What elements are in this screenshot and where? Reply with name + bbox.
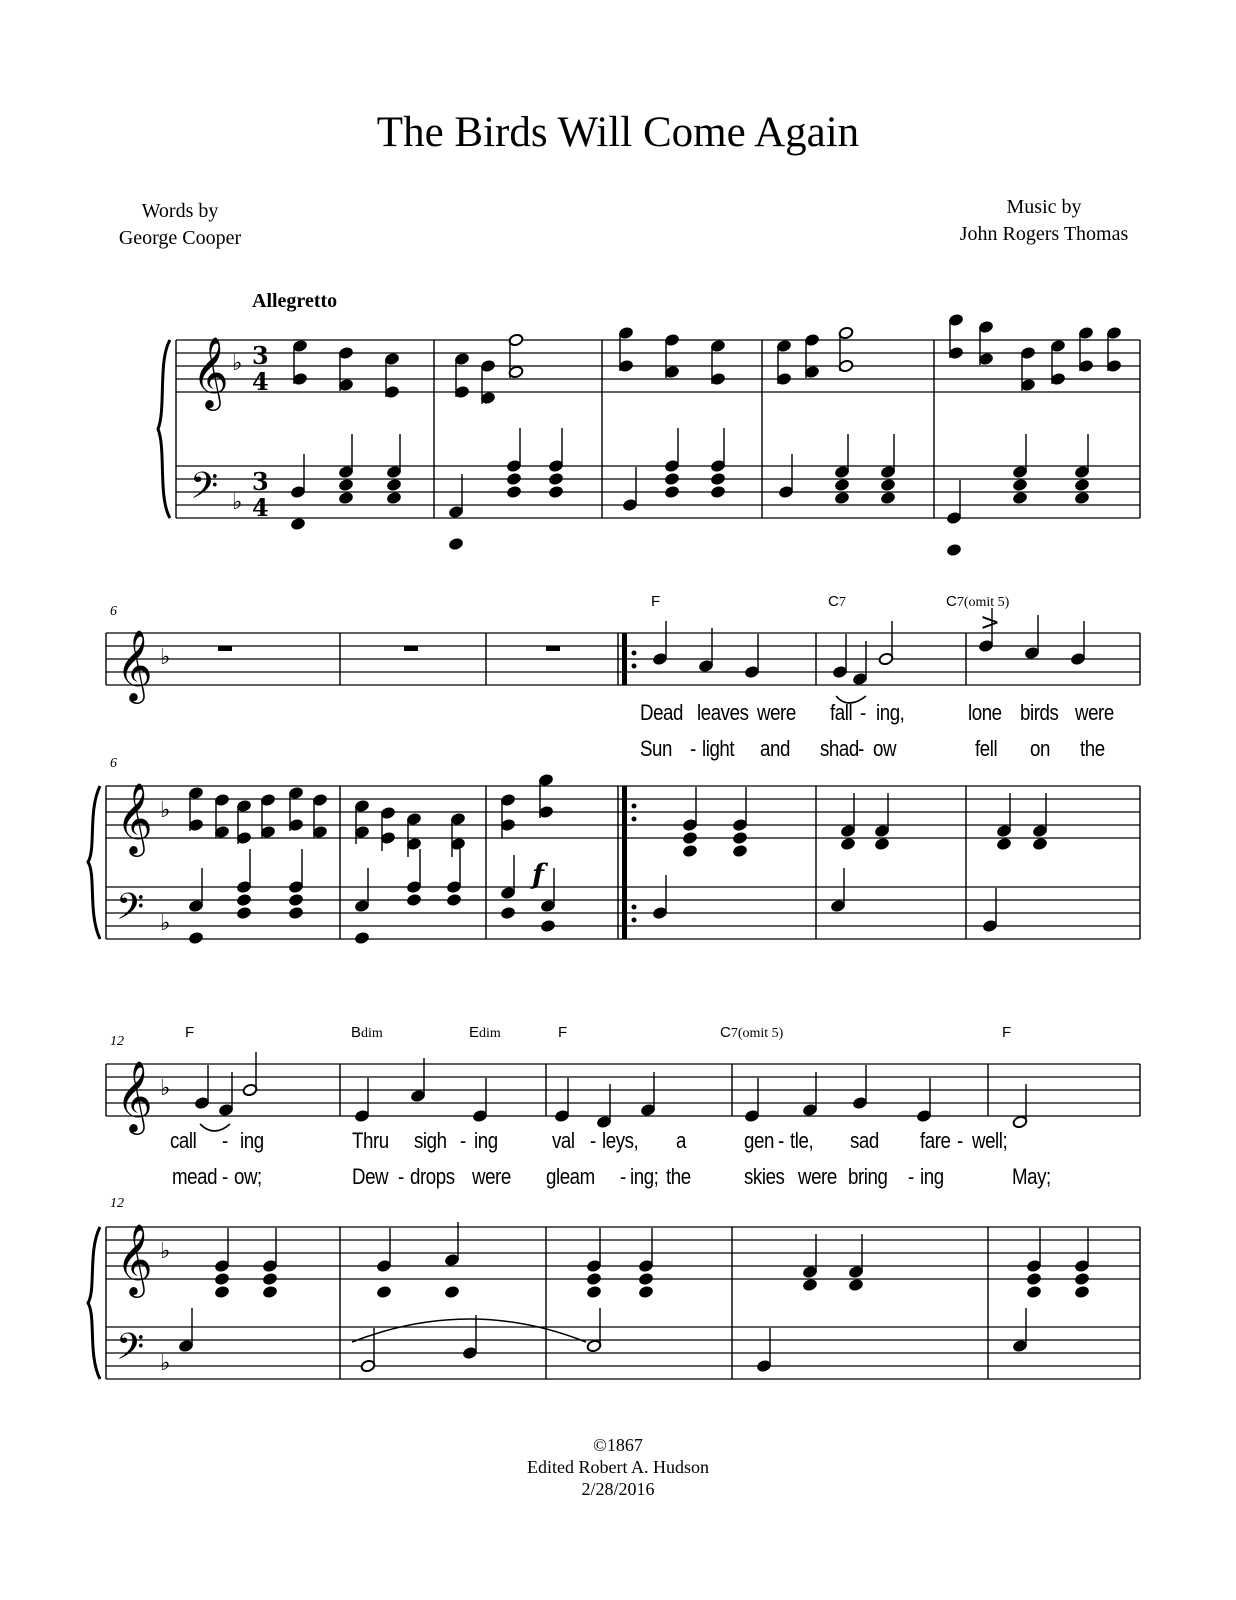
lyric-syllable: - bbox=[908, 1164, 914, 1189]
note-head bbox=[262, 1272, 277, 1285]
note-head bbox=[1074, 1272, 1089, 1285]
treble-clef-icon: 𝄞 bbox=[116, 628, 153, 701]
key-flat-icon: ♭ bbox=[160, 645, 171, 670]
note-head bbox=[540, 919, 555, 932]
system-1-staves bbox=[176, 340, 1140, 518]
note-head bbox=[732, 831, 747, 844]
copyright-year: ©1867 bbox=[593, 1435, 643, 1455]
lyric-syllable: gleam bbox=[546, 1164, 595, 1189]
note-head bbox=[1012, 491, 1027, 504]
chord-symbol: C7(omit 5) bbox=[720, 1024, 784, 1041]
note-head bbox=[638, 1285, 653, 1298]
note-head bbox=[236, 893, 251, 906]
composer-label: Music by bbox=[1006, 196, 1082, 218]
note-head bbox=[710, 472, 725, 485]
note-head bbox=[290, 517, 305, 530]
note-head bbox=[506, 472, 521, 485]
note-head bbox=[214, 1272, 229, 1285]
treble-clef-icon: 𝄞 bbox=[116, 1059, 153, 1132]
note-head bbox=[1074, 1285, 1089, 1298]
system-1-barlines bbox=[176, 340, 1140, 518]
chord-symbol: F bbox=[185, 1024, 195, 1041]
note-head bbox=[214, 1285, 229, 1298]
lyric-syllable: the bbox=[666, 1164, 691, 1189]
note-head bbox=[288, 906, 303, 919]
note-head bbox=[1032, 837, 1047, 850]
note-head bbox=[1026, 1285, 1041, 1298]
note-head bbox=[710, 485, 725, 498]
time-signature bbox=[252, 341, 269, 522]
lyric-syllable: sad bbox=[850, 1128, 879, 1153]
note-head bbox=[880, 491, 895, 504]
note-head bbox=[840, 837, 855, 850]
note-head bbox=[1074, 491, 1089, 504]
note-head bbox=[376, 1285, 391, 1298]
lyric-syllable: ing; bbox=[630, 1164, 659, 1189]
lyric-syllable: were bbox=[1075, 700, 1114, 725]
treble-clef-icon: 𝄞 bbox=[116, 781, 153, 854]
bass-clef-icon: 𝄢 bbox=[116, 1326, 145, 1377]
lyric-syllable: - bbox=[778, 1128, 784, 1153]
key-flat-icon: ♭ bbox=[160, 1239, 171, 1264]
measure-number: 6 bbox=[110, 756, 117, 771]
note-head bbox=[802, 1278, 817, 1291]
lyric-syllable: fall bbox=[830, 700, 853, 725]
measure-number: 12 bbox=[110, 1034, 124, 1049]
note-head bbox=[444, 1285, 459, 1298]
lyric-syllable: ing bbox=[474, 1128, 498, 1153]
system-2-brace bbox=[88, 786, 100, 939]
note-head bbox=[386, 491, 401, 504]
note-head bbox=[288, 893, 303, 906]
note-head bbox=[354, 931, 369, 944]
lyric-syllable: were bbox=[757, 700, 796, 725]
note-head bbox=[834, 491, 849, 504]
note-head bbox=[946, 543, 961, 556]
note-head bbox=[996, 837, 1011, 850]
lyric-syllable: - bbox=[860, 700, 866, 725]
lyric-syllable: Dew bbox=[352, 1164, 389, 1189]
lyric-syllable: a bbox=[676, 1128, 686, 1153]
svg-text:4: 4 bbox=[252, 367, 269, 396]
lyric-syllable: - bbox=[858, 736, 864, 761]
lyric-syllable: sigh bbox=[414, 1128, 447, 1153]
note-head bbox=[406, 893, 421, 906]
measure-number: 12 bbox=[110, 1196, 124, 1211]
svg-text:3: 3 bbox=[252, 341, 269, 370]
lyric-syllable: skies bbox=[744, 1164, 785, 1189]
bass-clef-icon: 𝄢 bbox=[190, 465, 219, 516]
key-flat-icon: ♭ bbox=[160, 1076, 171, 1101]
system-1-brace bbox=[158, 340, 170, 518]
note-head bbox=[500, 906, 515, 919]
lyric-syllable: gen bbox=[744, 1128, 774, 1153]
lyric-syllable: mead bbox=[172, 1164, 218, 1189]
note-head bbox=[586, 1272, 601, 1285]
note-head bbox=[338, 491, 353, 504]
lyric-syllable: shad bbox=[820, 736, 859, 761]
note-head bbox=[732, 844, 747, 857]
note-head bbox=[386, 478, 401, 491]
note-head bbox=[1012, 478, 1027, 491]
lyric-syllable: May; bbox=[1012, 1164, 1051, 1189]
note-head bbox=[880, 478, 895, 491]
lyric-syllable: fell bbox=[975, 736, 998, 761]
lyric-syllable: birds bbox=[1020, 700, 1059, 725]
edit-date: 2/28/2016 bbox=[581, 1479, 655, 1499]
lyric-syllable: ow; bbox=[234, 1164, 262, 1189]
treble-clef-icon: 𝄞 bbox=[116, 1222, 153, 1295]
tempo-marking: Allegretto bbox=[252, 290, 338, 312]
lyric-syllable: - bbox=[222, 1128, 228, 1153]
dynamic-forte: f bbox=[532, 858, 545, 891]
chord-symbol: C7 bbox=[828, 593, 846, 610]
note-head bbox=[446, 893, 461, 906]
note-head bbox=[638, 1272, 653, 1285]
note-head bbox=[188, 931, 203, 944]
note-head bbox=[874, 837, 889, 850]
lyric-syllable: were bbox=[798, 1164, 837, 1189]
note-head bbox=[834, 478, 849, 491]
note-head bbox=[1074, 478, 1089, 491]
chord-symbol: Edim bbox=[469, 1024, 501, 1041]
chord-symbol: F bbox=[558, 1024, 568, 1041]
note-head bbox=[262, 1285, 277, 1298]
chord-symbol: Bdim bbox=[351, 1024, 383, 1041]
lyric-syllable: the bbox=[1080, 736, 1105, 761]
lyric-syllable: bring bbox=[848, 1164, 888, 1189]
lyric-syllable: tle, bbox=[790, 1128, 814, 1153]
notes bbox=[178, 313, 1121, 1372]
system-3-barlines bbox=[106, 1064, 1140, 1379]
page-title: The Birds Will Come Again bbox=[376, 109, 860, 156]
key-flat-icon: ♭ bbox=[160, 1351, 171, 1376]
note-head bbox=[664, 472, 679, 485]
lyric-syllable: lone bbox=[968, 700, 1002, 725]
note-head bbox=[664, 485, 679, 498]
lyric-syllable: on bbox=[1030, 736, 1050, 761]
key-flat-icon: ♭ bbox=[160, 798, 171, 823]
lyric-syllable: ing bbox=[920, 1164, 944, 1189]
system-3-brace bbox=[88, 1227, 100, 1379]
accent-mark: > bbox=[980, 608, 1001, 636]
chord-symbol: F bbox=[1002, 1024, 1012, 1041]
note-head bbox=[682, 844, 697, 857]
lyric-syllable: leys, bbox=[602, 1128, 639, 1153]
lyric-syllable: ow bbox=[873, 736, 897, 761]
note-head bbox=[586, 1285, 601, 1298]
lyric-syllable: were bbox=[472, 1164, 511, 1189]
svg-text:4: 4 bbox=[252, 493, 269, 522]
key-flat-icon: ♭ bbox=[160, 911, 171, 936]
note-head bbox=[548, 485, 563, 498]
lyric-syllable: val bbox=[552, 1128, 575, 1153]
lyric-syllable: fare bbox=[920, 1128, 951, 1153]
lyric-syllable: light bbox=[702, 736, 735, 761]
editor-credit: Edited Robert A. Hudson bbox=[527, 1457, 709, 1477]
lyric-syllable: call bbox=[170, 1128, 197, 1153]
lyric-syllable: ing bbox=[240, 1128, 264, 1153]
note-head bbox=[506, 485, 521, 498]
lyric-syllable: Sun bbox=[640, 736, 673, 761]
note-head bbox=[448, 537, 463, 550]
svg-text:3: 3 bbox=[252, 467, 269, 496]
note-head bbox=[1026, 1272, 1041, 1285]
note-head bbox=[848, 1278, 863, 1291]
key-flat-icon: ♭ bbox=[232, 490, 243, 515]
lyricist-label: Words by bbox=[141, 200, 219, 222]
lyric-syllable: well; bbox=[972, 1128, 1008, 1153]
chord-symbol: C7(omit 5) bbox=[946, 593, 1010, 610]
note-head bbox=[338, 478, 353, 491]
lyric-syllable: and bbox=[760, 736, 790, 761]
lyric-syllable: ing, bbox=[876, 700, 905, 725]
measure-rests bbox=[218, 646, 560, 651]
lyric-syllable: Dead bbox=[640, 700, 684, 725]
composer-name: John Rogers Thomas bbox=[959, 223, 1129, 245]
key-flat-icon: ♭ bbox=[232, 351, 243, 376]
slur bbox=[352, 1319, 586, 1342]
lyric-syllable: - bbox=[460, 1128, 466, 1153]
lyric-syllable: - bbox=[690, 736, 696, 761]
note-head bbox=[236, 906, 251, 919]
lyric-syllable: - bbox=[222, 1164, 228, 1189]
bass-clef-icon: 𝄢 bbox=[116, 886, 145, 937]
page-footer bbox=[0, 1434, 1236, 1500]
treble-clef-icon: 𝄞 bbox=[192, 335, 229, 408]
note-head bbox=[682, 831, 697, 844]
lyric-syllable: - bbox=[957, 1128, 963, 1153]
note-head bbox=[548, 472, 563, 485]
lyric-syllable: leaves bbox=[697, 700, 749, 725]
lyric-syllable: - bbox=[620, 1164, 626, 1189]
system-3-staves bbox=[106, 1064, 1140, 1379]
lyric-syllable: - bbox=[398, 1164, 404, 1189]
lyric-syllable: Thru bbox=[352, 1128, 389, 1153]
lyric-syllable: drops bbox=[410, 1164, 455, 1189]
measure-number: 6 bbox=[110, 604, 117, 619]
lyric-syllable: - bbox=[590, 1128, 596, 1153]
chord-symbol: F bbox=[651, 593, 661, 610]
lyricist-name: George Cooper bbox=[118, 227, 242, 249]
